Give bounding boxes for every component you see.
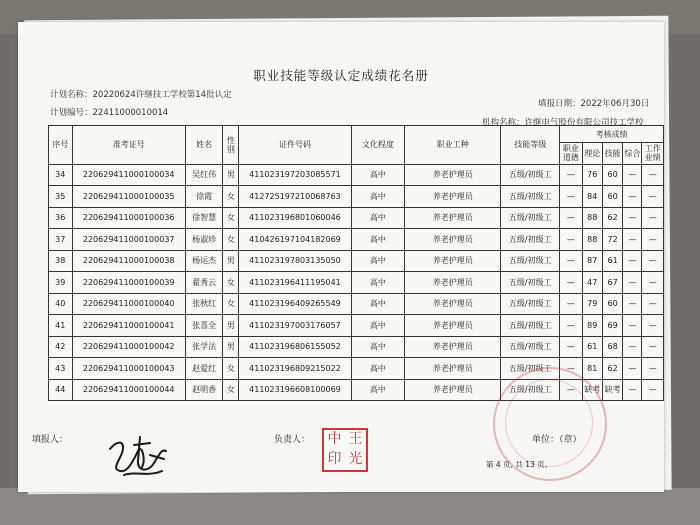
cell-skill: 69 [602,315,622,337]
cell-ethics: — [560,186,582,208]
organization-name: 机构名称：许继电气股份有限公司技工学校 [482,118,644,128]
fill-date: 填报日期：2022年06月30日 [538,99,650,109]
cell-job: 养老护理员 [405,379,501,401]
stamp-char: 印 [327,451,342,467]
cell-gender: 女 [223,379,239,401]
cell-level: 五级/初级工 [501,379,560,401]
cell-work: — [642,164,664,186]
cell-ticket: 220629411000100037 [72,229,185,251]
cell-ethics: — [560,358,582,380]
cell-ethics: — [560,379,582,401]
cell-id: 411023196809215022 [239,358,351,380]
cell-overall: — [623,336,642,358]
cell-id: 411023196409265549 [239,293,351,315]
table-row [49,315,664,337]
cell-job: 养老护理员 [405,293,501,315]
cell-work: — [642,358,664,380]
cell-skill: 68 [602,336,622,358]
cell-skill: 缺考 [602,379,622,401]
official-seal-inner-ring [505,379,593,467]
cell-job: 养老护理员 [405,336,501,358]
cell-job: 养老护理员 [405,164,501,186]
principal-label: 负责人： [274,435,311,445]
cell-gender: 男 [223,315,239,337]
cell-id: 411023197003176057 [239,315,351,337]
cell-name: 徐霞 [185,186,222,208]
header-work: 工作业绩 [642,143,664,165]
cell-name: 张秋红 [185,293,222,315]
header-ethics: 职业道德 [560,143,582,165]
cell-overall: — [623,379,642,401]
cell-level: 五级/初级工 [501,293,560,315]
cell-level: 五级/初级工 [501,272,560,294]
cell-work: — [642,336,664,358]
cell-level: 五级/初级工 [501,207,560,229]
cell-level: 五级/初级工 [501,358,560,380]
cell-id: 412725197210068763 [239,186,351,208]
stamp-char: 中 [327,431,342,447]
cell-skill: 67 [602,272,622,294]
table-row [49,336,664,358]
cell-edu: 高中 [351,272,404,294]
filler-label: 填报人： [32,435,69,445]
header-id: 证件号码 [239,126,351,165]
cell-gender: 女 [223,272,239,294]
handwritten-signature [104,431,170,481]
table-row [49,229,664,251]
cell-theory: 88 [582,207,602,229]
cell-id: 411023197203085571 [239,164,351,186]
cell-edu: 高中 [351,293,404,315]
cell-ethics: — [560,207,582,229]
table-header-row [49,126,664,143]
cell-name: 张喜全 [185,315,222,337]
cell-edu: 高中 [351,379,404,401]
cell-ticket: 220629411000100043 [72,358,185,380]
cell-id: 411023196411195041 [239,272,351,294]
stamp-char: 王 [348,431,363,447]
cell-skill: 62 [602,207,622,229]
cell-ticket: 220629411000100042 [72,336,185,358]
cell-level: 五级/初级工 [501,315,560,337]
cell-seq: 40 [49,293,73,315]
cell-name: 杨淑珍 [185,229,222,251]
table-row [49,207,664,229]
cell-edu: 高中 [351,250,404,272]
cell-work: — [642,207,664,229]
cell-gender: 女 [223,229,239,251]
cell-seq: 41 [49,315,73,337]
cell-job: 养老护理员 [405,250,501,272]
cell-seq: 38 [49,250,73,272]
cell-overall: — [623,358,642,380]
cell-id: 411023197803135050 [239,250,351,272]
cell-name: 赵爱红 [185,358,222,380]
cell-gender: 女 [223,358,239,380]
cell-name: 吴红伟 [185,164,222,186]
table-row [49,293,664,315]
cell-theory: 84 [582,186,602,208]
cell-ethics: — [560,315,582,337]
plan-name: 计划名称：20220624许继技工学校第14批认定 [50,90,232,100]
cell-work: — [642,293,664,315]
cell-name: 张学法 [185,336,222,358]
cell-work: — [642,379,664,401]
cell-level: 五级/初级工 [501,164,560,186]
header-education: 文化程度 [351,126,404,165]
cell-edu: 高中 [351,336,404,358]
plan-number: 计划编号：22411000010014 [50,108,169,118]
cell-work: — [642,186,664,208]
cell-edu: 高中 [351,186,404,208]
header-theory: 理论 [582,143,602,165]
cell-work: — [642,250,664,272]
unit-seal-label: 单位：（章） [532,435,582,445]
page-indicator: 第 4 页, 共 13 页。 [486,460,553,469]
cell-seq: 44 [49,379,73,401]
cell-edu: 高中 [351,358,404,380]
header-level: 技能等级 [501,126,560,165]
cell-edu: 高中 [351,164,404,186]
cell-edu: 高中 [351,229,404,251]
cell-gender: 男 [223,164,239,186]
cell-overall: — [623,315,642,337]
cell-name: 徐智慧 [185,207,222,229]
cell-job: 养老护理员 [405,358,501,380]
table-row [49,272,664,294]
cell-ticket: 220629411000100038 [72,250,185,272]
cell-job: 养老护理员 [405,315,501,337]
cell-ticket: 220629411000100039 [72,272,185,294]
cell-work: — [642,272,664,294]
cell-overall: — [623,164,642,186]
cell-seq: 37 [49,229,73,251]
cell-theory: 47 [582,272,602,294]
cell-gender: 男 [223,336,239,358]
table-row [49,250,664,272]
header-seq: 序号 [49,126,73,165]
header-job: 职业工种 [405,126,501,165]
cell-seq: 42 [49,336,73,358]
cell-gender: 女 [223,186,239,208]
cell-skill: 60 [602,164,622,186]
cell-skill: 60 [602,186,622,208]
cell-job: 养老护理员 [405,186,501,208]
cell-theory: 缺考 [582,379,602,401]
cell-name: 翟秀云 [185,272,222,294]
cell-gender: 女 [223,293,239,315]
cell-level: 五级/初级工 [501,250,560,272]
cell-skill: 60 [602,293,622,315]
cell-theory: 79 [582,293,602,315]
cell-job: 养老护理员 [405,229,501,251]
roster-document [18,22,664,492]
cell-ticket: 220629411000100040 [72,293,185,315]
cell-gender: 女 [223,207,239,229]
cell-edu: 高中 [351,315,404,337]
cell-theory: 89 [582,315,602,337]
cell-theory: 76 [582,164,602,186]
cell-name: 赵明香 [185,379,222,401]
cell-overall: — [623,186,642,208]
table-row [49,186,664,208]
cell-gender: 男 [223,250,239,272]
cell-theory: 61 [582,336,602,358]
cell-seq: 36 [49,207,73,229]
document-title: 职业技能等级认定成绩花名册 [253,68,429,83]
cell-ticket: 220629411000100034 [72,164,185,186]
header-ticket: 准考证号 [72,126,185,165]
cell-skill: 72 [602,229,622,251]
cell-overall: — [623,272,642,294]
stamp-char: 光 [348,451,363,467]
cell-seq: 43 [49,358,73,380]
cell-ticket: 220629411000100041 [72,315,185,337]
cell-job: 养老护理员 [405,272,501,294]
cell-theory: 81 [582,358,602,380]
cell-ethics: — [560,336,582,358]
cell-ethics: — [560,164,582,186]
cell-ethics: — [560,229,582,251]
cell-skill: 61 [602,250,622,272]
header-scores: 考核成绩 [560,126,664,143]
official-seal [493,367,607,481]
header-name: 姓名 [185,126,222,165]
personal-seal-stamp [322,428,368,472]
cell-level: 五级/初级工 [501,336,560,358]
cell-level: 五级/初级工 [501,229,560,251]
header-gender: 性别 [223,126,239,165]
cell-id: 411023196806155052 [239,336,351,358]
cell-seq: 35 [49,186,73,208]
cell-overall: — [623,293,642,315]
cell-id: 410426197104182069 [239,229,351,251]
cell-theory: 87 [582,250,602,272]
cell-name: 杨运杰 [185,250,222,272]
cell-skill: 62 [602,358,622,380]
cell-ticket: 220629411000100035 [72,186,185,208]
cell-seq: 39 [49,272,73,294]
cell-overall: — [623,229,642,251]
cell-id: 411023196608100069 [239,379,351,401]
cell-work: — [642,229,664,251]
cell-level: 五级/初级工 [501,186,560,208]
cell-id: 411023196801060046 [239,207,351,229]
cell-ethics: — [560,293,582,315]
cell-job: 养老护理员 [405,207,501,229]
cell-theory: 88 [582,229,602,251]
cell-overall: — [623,250,642,272]
cell-ticket: 220629411000100044 [72,379,185,401]
cell-ticket: 220629411000100036 [72,207,185,229]
score-table [48,125,664,401]
cell-overall: — [623,207,642,229]
cell-edu: 高中 [351,207,404,229]
cell-ethics: — [560,250,582,272]
cell-ethics: — [560,272,582,294]
cell-seq: 34 [49,164,73,186]
header-skill: 技能 [602,143,622,165]
table-row [49,164,664,186]
header-overall: 综合 [623,143,642,165]
cell-work: — [642,315,664,337]
